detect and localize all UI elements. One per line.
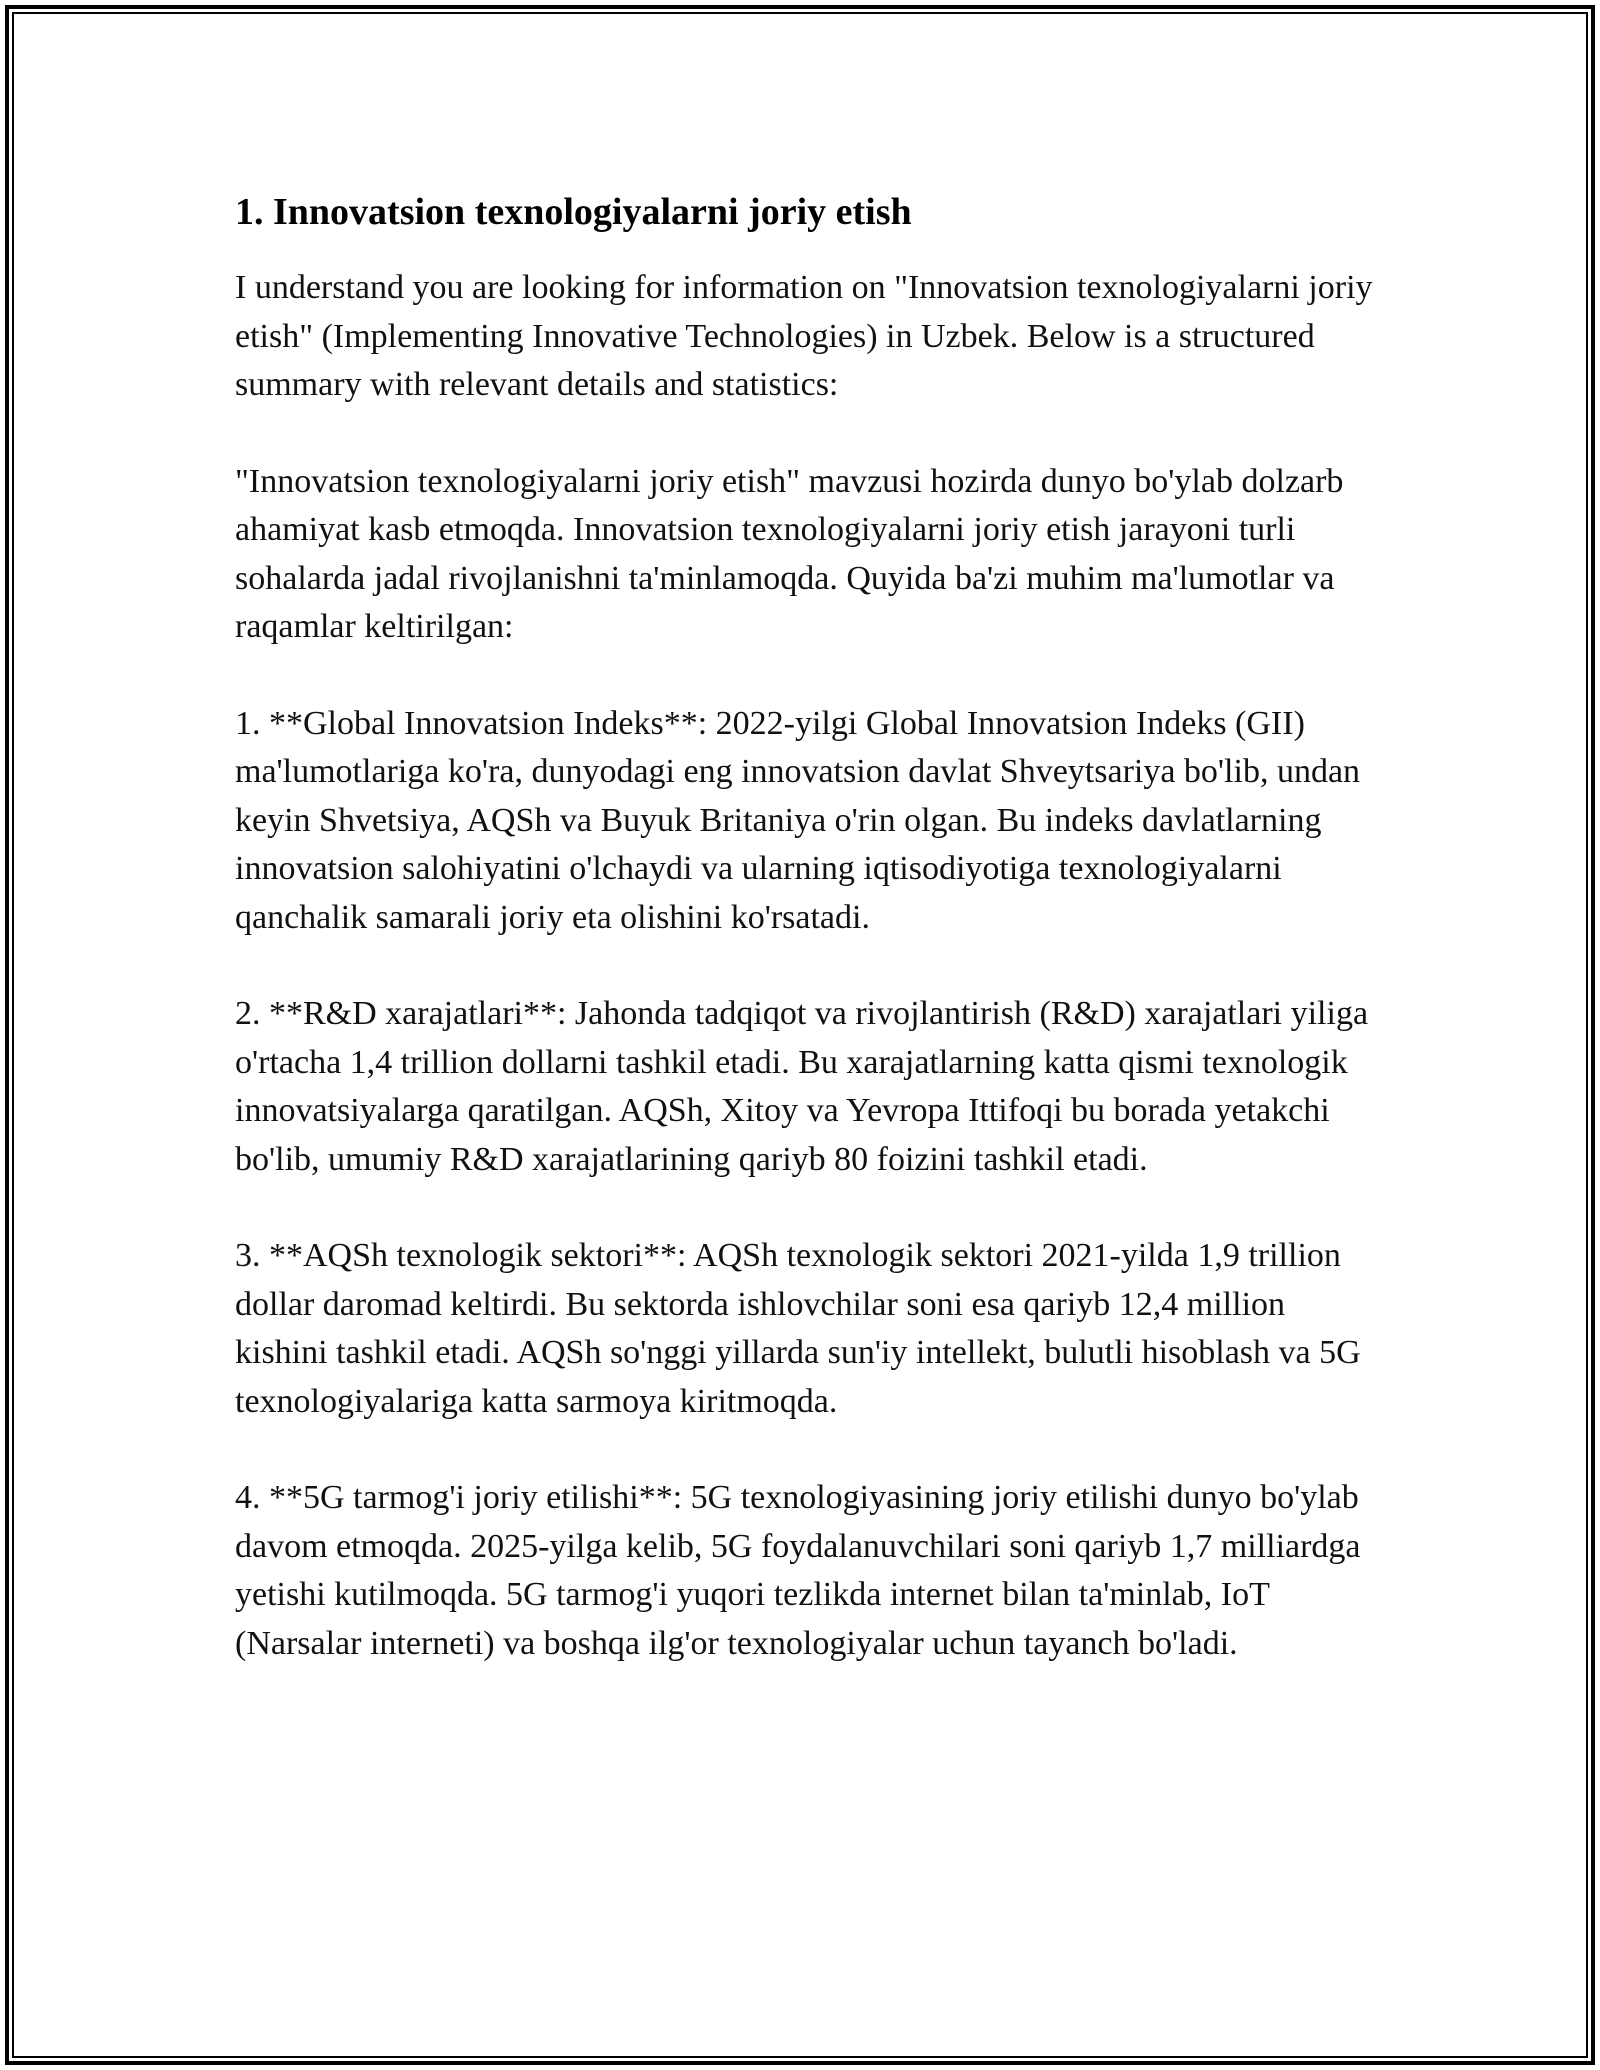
list-item-us-tech-sector: 3. **AQSh texnologik sektori**: AQSh texnologik sektori 2021-yilda 1,9 trillion dollar daromad keltirdi. Bu sektorda ishlovchilar soni esa qariyb 12,4 million kishini tashkil etadi. AQSh so'nggi yillarda sun'iy intellekt, bulutli hisoblash va 5G texnologiyalariga katta sarmoya kiritmoqda. — [235, 1237, 1361, 1420]
document-heading: 1. Innovatsion texnologiyalarni joriy etish — [235, 191, 912, 233]
intro-paragraph: I understand you are looking for information on "Innovatsion texnologiyalarni joriy etish" (Implementing Innovative Technologies) in Uzbek. Below is a structured summary with relevant details and statistics: — [235, 269, 1373, 403]
list-item-5g-rollout: 4. **5G tarmog'i joriy etilishi**: 5G texnologiyasining joriy etilishi dunyo bo'ylab davom etmoqda. 2025-yilga kelib, 5G foydalanuvchilari soni qariyb 1,7 milliardga yetishi kutilmoqda. 5G tarmog'i yuqori tezlikda internet bilan ta'minlab, IoT (Narsalar interneti) va boshqa ilg'or texnologiyalar uchun tayanch bo'ladi. — [235, 1479, 1361, 1662]
list-item-rnd-expenses: 2. **R&D xarajatlari**: Jahonda tadqiqot va rivojlantirish (R&D) xarajatlari yiliga o'rtacha 1,4 trillion dollarni tashkil etadi. Bu xarajatlarning katta qismi texnologik innovatsiyalarga qaratilgan. AQSh, Xitoy va Yevropa Ittifoqi bu borada yetakchi bo'lib, umumiy R&D xarajatlarining qariyb 80 foizini tashkil etadi. — [235, 995, 1369, 1178]
document-body — [235, 188, 1385, 1716]
context-paragraph: "Innovatsion texnologiyalarni joriy etish" mavzusi hozirda dunyo bo'ylab dolzarb ahamiyat kasb etmoqda. Innovatsion texnologiyalarni joriy etish jarayoni turli sohalarda jadal rivojlanishni ta'minlamoqda. Quyida ba'zi muhim ma'lumotlar va raqamlar keltirilgan: — [235, 462, 1344, 645]
list-item-global-innovation-index: 1. **Global Innovatsion Indeks**: 2022-yilgi Global Innovatsion Indeks (GII) ma'lumotlariga ko'ra, dunyodagi eng innovatsion davlat Shveytsariya bo'lib, undan keyin Shvetsiya, AQSh va Buyuk Britaniya o'rin olgan. Bu indeks davlatlarning innovatsion salohiyatini o'lchaydi va ularning iqtisodiyotiga texnologiyalarni qanchalik samarali joriy eta olishini ko'rsatadi. — [235, 704, 1361, 936]
